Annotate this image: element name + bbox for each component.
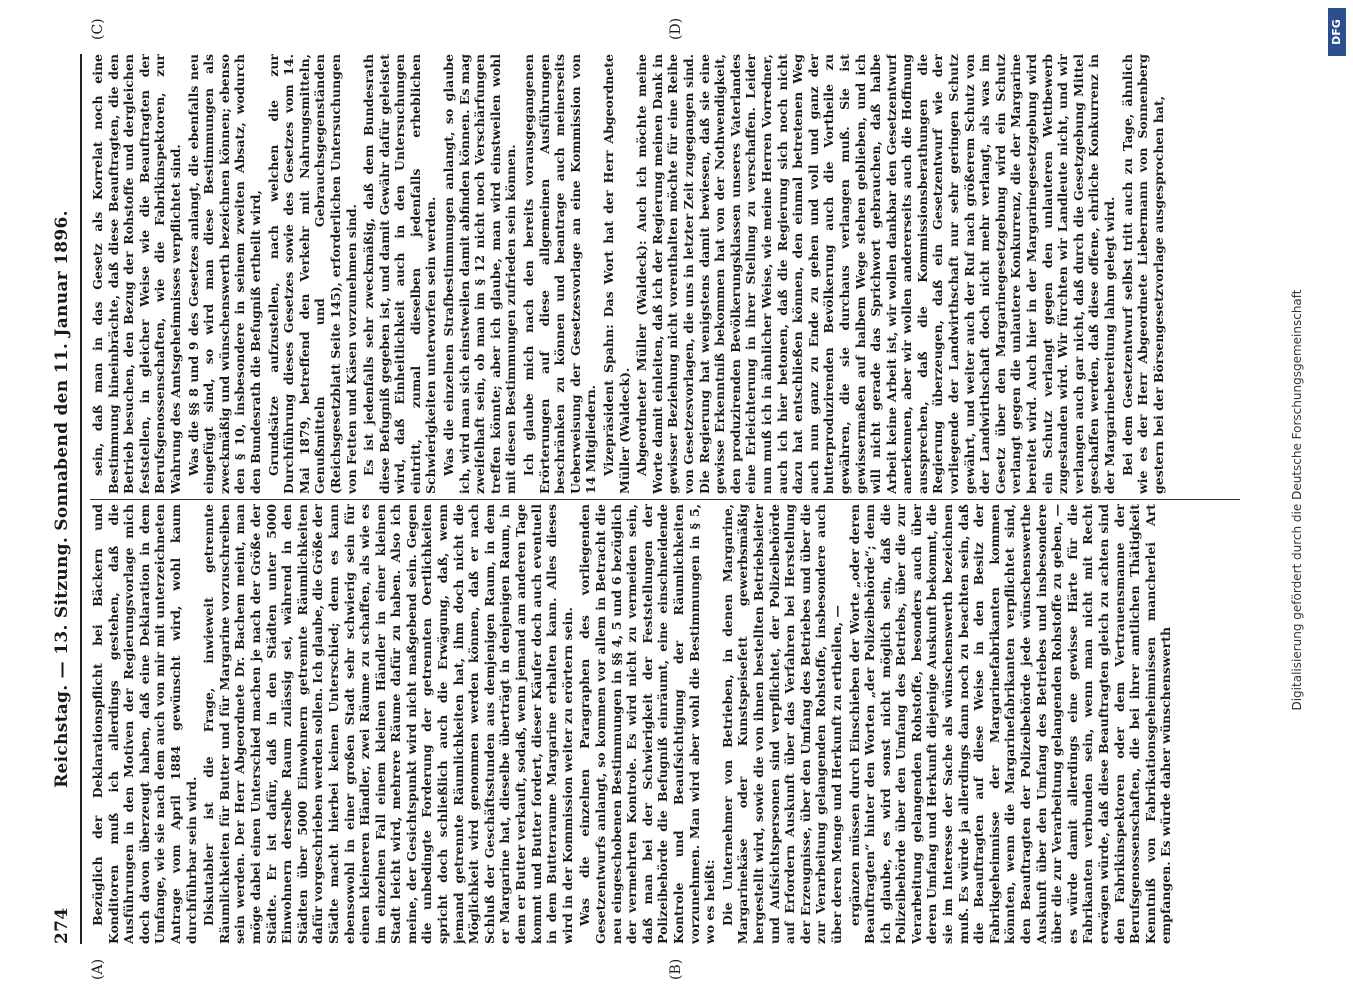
paragraph: Es ist jedenfalls sehr zweckmäßig, daß dem Bundesrath diese Befugniß gegeben ist, und damit Gewähr dafür geleistet wird, daß Einheitlichkeit auch in den Untersuchungen eintritt, zumal dieselben jedenfalls erheblichen Schwierigkeiten unterworfen sein werden. — [361, 54, 439, 494]
session-title: Reichstag. — 13. Sitzung. Sonnabend den 11. Januar 1896. — [52, 210, 72, 788]
left-column — [90, 504, 1240, 944]
paragraph: Was die §§ 8 und 9 des Gesetzes anlangt, die ebenfalls neu eingefügt sind, so wird man diese Bestimmungen als zweckmäßig und wünschenswerth bezeichnen können; ebenso den § 10, insbesondere in seinem zweiten Absatz, wodurch den Bundesrath die Befugniß ertheilt wird, — [185, 54, 263, 494]
margin-marker-a: (A) — [90, 958, 106, 980]
dfg-logo: DFG — [1328, 8, 1346, 56]
paragraph: Bei dem Gesetzentwurf selbst tritt auch zu Tage, ähnlich wie es der Herr Abgeordnete Liebermann von Sonnenberg gestern bei der Börsengesetzvorlage ausgesprochen hat, — [1119, 54, 1166, 494]
paragraph: Ich glaube mich nach den bereits vorausgegangenen Erörterungen auf diese allgemeinen Ausführungen beschränken zu können und beantrage auch meinerseits Ueberweisung der Gesetzesvorlage an eine Kommission von 14 Mitgliedern. — [521, 54, 599, 494]
quoted-paragraph: Die Unternehmer von Betrieben, in denen Margarine, Margarinekäse oder Kunstspeisefett gewerbsmäßig hergestellt wird, sowie die von ihnen bestellten Betriebsleiter und Aufsichtspersonen sind verpflichtet, der Polizeibehörde auf Erfordern Auskunft über das Verfahren bei Herstellung der Erzeugnisse, über den Umfang des Betriebes und über die zur Verarbeitung gelangenden Rohstoffe, insbesondere auch über deren Menge und Herkunft zu ertheilen, — — [719, 504, 844, 944]
paragraph: Bezüglich der Deklarationspflicht bei Bäckern und Konditoren muß ich allerdings gestehen, daß die Ausführungen in den Motiven der Regierungsvorlage mich doch davon überzeugt haben, daß eine Deklaration in dem Umfange, wie sie nach dem auch von mir mit unterzeichneten Antrage vom April 1884 gewünscht wird, wohl kaum durchführbar sein wird. — [90, 504, 199, 944]
page-number: 274 — [52, 907, 72, 944]
right-column — [90, 54, 1240, 494]
paragraph: Was die einzelnen Paragraphen des vorliegenden Gesetzentwurfs anlangt, so kommen vor allem in Betracht die neu eingeschobenen Bestimmungen in §§ 4, 5 und 6 bezüglich der vermehrten Kontrole. Es wird nicht zu vermeiden sein, daß man bei der Schwierigkeit der Feststellungen der Polizeibehörde die Befugniß einräumt, eine einschneidende Kontrole und Beaufsichtigung der Räumlichkeiten vorzunehmen. Man wird aber wohl die Bestimmungen in § 5, wo es heißt: — [577, 504, 718, 944]
page-header — [48, 54, 82, 944]
margin-marker-b: (B) — [668, 958, 684, 980]
paragraph: Diskutabler ist die Frage, inwieweit getrennte Räumlichkeiten für Butter und für Margarine vorzuschreiben sein werden. Der Herr Abgeordnete Dr. Bachem meint, man möge dabei einen Unterschied machen je nach der Größe der Städte. Er ist dafür, daß in den Städten unter 5000 Einwohnern derselbe Raum zulässig sei, während in den Städten über 5000 Einwohnern getrennte Räumlichkeiten dafür vorgeschrieben werden sollen. Ich glaube, die Größe der Städte macht hierbei keinen Unterschied; denn es kann ebensowohl in einer großen Stadt sehr schwierig sein für einen kleineren Händler, zwei Räume zu schaffen, als wie es im einzelnen Fall einem kleinen Händler in einer kleinen Stadt leicht wird, mehrere Räume dafür zu haben. Also ich meine, der Gesichtspunkt wird nicht maßgebend sein. Gegen die unbedingte Forderung der getrennten Oertlichkeiten spricht doch schließlich auch die Erwägung, daß, wenn jemand getrennte Räumlichkeiten hat, ihm doch nicht die Möglichkeit wird genommen werden können, daß er nach Schluß der Geschäftsstunden aus demjenigen Raum, in dem er Margarine hat, dieselbe überträgt in denjenigen Raum, in dem er Butter verkauft, sodaß, wenn jemand am anderen Tage kommt und Butter fordert, dieser Käufer doch auch eventuell in dem Butterraume Margarine erhalten kann. Alles dieses wird in der Kommission weiter zu erörtern sein. — [201, 504, 575, 944]
speaker-paragraph: Abgeordneter Müller (Waldeck): Auch ich möchte meine Worte damit einleiten, daß ich der Regierung meinen Dank in gewisser Beziehung nicht vorenthalten möchte für eine Reihe von Gesetzesvorlagen, die uns in letzter Zeit zugegangen sind. Die Regierung hat wenigstens damit bewiesen, daß sie eine gewisse Erkenntniß bekommen hat von der Nothwendigkeit, den produzirenden Bevölkerungsklassen unseres Vaterlandes eine Erleichterung in ihrer Stellung zu verschaffen. Leider nun muß ich in ähnlicher Weise, wie meine Herren Vorredner, auch ich hier betonen, daß die Regierung sich noch nicht dazu hat entschließen können, den einmal betretenen Weg auch nun ganz zu Ende zu gehen und voll und ganz der butterproduzirenden Bevölkerung auch die Vortheile zu gewähren, die sie durchaus verlangen muß. Sie ist gewissermaßen auf halbem Wege stehen geblieben, und ich will nicht gerade das Sprichwort gebrauchen, daß halbe Arbeit keine Arbeit ist, wir wollen dankbar den Gesetzentwurf anerkennen, aber wir wollen andererseits auch die Hoffnung aussprechen, daß die Kommissionsberathungen die Regierung überzeugen, daß ein Gesetzentwurf wie der vorliegende der Landwirthschaft nur sehr geringen Schutz gewährt, und weiter auch der Ruf nach größerem Schutz von der Landwirthschaft doch nicht mehr verlangt, als was im Gesetz über den Margarinegesetzgebung wird ein Schutz verlangt gegen die unlautere Konkurrenz, die der Margarine bereitet wird. Auch hier in der Margarinegesetzgebung wird ein Schutz verlangt gegen den unlauteren Wettbewerb zugestanden wird. Wir fürchten wir Landleute nicht, und wir verlangen auch gar nicht, daß durch die Gesetzgebung Mittel geschaffen werden, daß diese offene, ehrliche Konkurrenz in der Margarinebereitung lahm gelegt wird. — [634, 54, 1117, 494]
margin-marker-d: (D) — [668, 17, 684, 40]
digitization-credit: Digitalisierung gefördert durch die Deutsche Forschungsgemeinschaft — [1290, 289, 1304, 711]
speaker-paragraph: Vizepräsident Spahn: Das Wort hat der Herr Abgeordnete Müller (Waldeck). — [601, 54, 632, 494]
quoted-paragraph: Grundsätze aufzustellen, nach welchen die zur Durchführung dieses Gesetzes sowie des Gesetzes vom 14. Mai 1879, betreffend den Verkehr mit Nahrungsmitteln, Genußmitteln und Gebrauchsgegenständen (Reichsgesetzblatt Seite 145), erforderlichen Untersuchungen von Fetten und Käsen vorzunehmen sind. — [265, 54, 359, 494]
margin-marker-c: (C) — [90, 18, 106, 40]
paragraph: Was die einzelnen Strafbestimmungen anlangt, so glaube ich, wird man sich einstweilen damit abfinden können. Es mag zweifelhaft sein, ob man im § 12 nicht noch Verschärfungen treffen könnte; aber ich glaube, man wird einstweilen wohl mit diesen Bestimmungen zufrieden sein können. — [441, 54, 519, 494]
paragraph: sein, daß man in das Gesetz als Korrelat noch eine Bestimmung hineinbrächte, daß diese Beauftragten, die den Betrieb besuchen, den Bezug der Rohstoffe und dergleichen feststellen, in gleicher Weise wie die Beauftragten der Berufsgenossenschaften, wie die Fabrikinspektoren, zur Wahrung des Amtsgeheimnisses verpflichtet sind. — [90, 54, 183, 494]
paragraph: ergänzen müssen durch Einschieben der Worte „oder deren Beauftragten“ hinter den Worten „der Polizeibehörde“; denn ich glaube, es wird sonst nicht möglich sein, daß die Polizeibehörde über den Umfang des Betriebs, über die zur Verarbeitung gelangenden Rohstoffe, besonders auch über deren Umfang und Herkunft diejenige Auskunft bekommt, die sie im Interesse der Sache als wünschenswerth bezeichnen muß. Es würde ja allerdings dann noch zu beachten sein, daß die Beauftragten auf diese Weise in den Besitz der Fabrikgeheimnisse der Margarinefabrikanten kommen könnten, wenn die Margarinefabrikanten verpflichtet sind, den Beauftragten der Polizeibehörde jede wünschenswerthe Auskunft über den Umfang des Betriebes und insbesondere über die zur Verarbeitung gelangenden Rohstoffe zu geben, — es würde damit allerdings eine gewisse Härte für die Fabrikanten verbunden sein, wenn man nicht mit Recht erwägen würde, daß diese Beauftragten gleich zu achten sind den Fabrikinspektoren oder dem Vertrauensmanne der Berufsgenossenschaften, die bei ihrer amtlichen Thätigkeit Kenntniß von Fabrikationsgeheimnissen mancherlei Art empfangen. Es würde daher wünschenswerth — [846, 504, 1174, 944]
header-rule — [80, 54, 82, 944]
column-divider — [90, 499, 1240, 500]
